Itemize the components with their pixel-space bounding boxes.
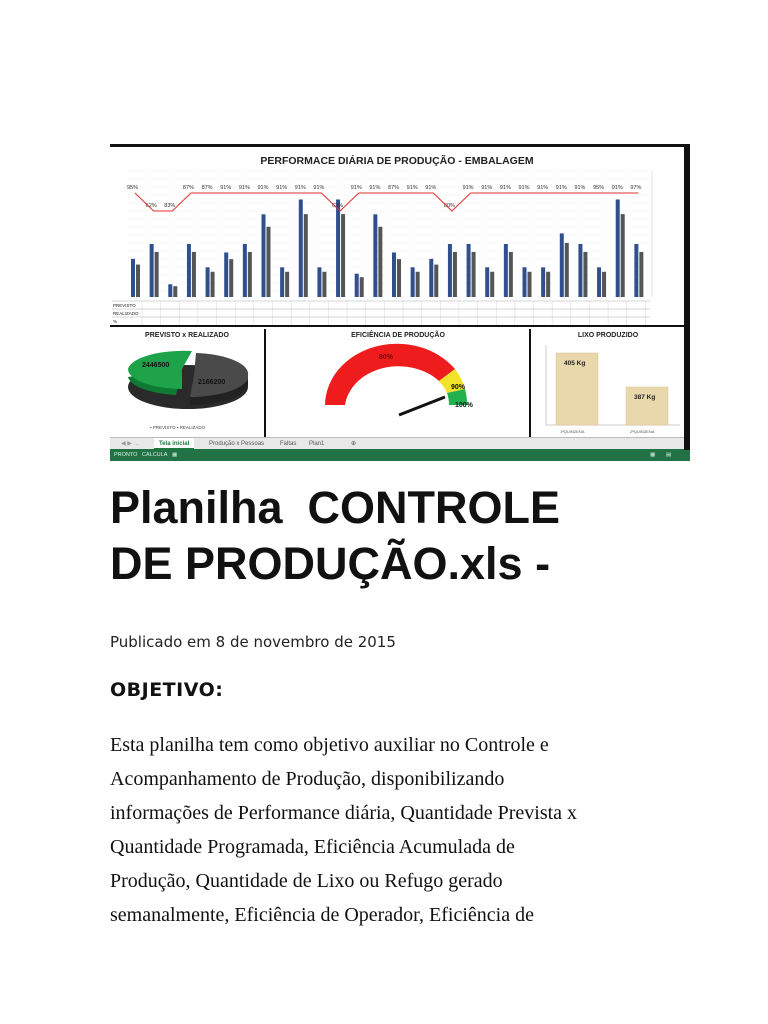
bar-previsto [634,244,638,297]
title-line-1: Planilha CONTROLE [110,482,561,533]
pct-label: 62% [145,203,157,209]
bar-realizado [229,259,233,297]
pct-label: 91% [369,185,381,191]
status-pronto: PRONTO [114,452,138,458]
pie-plot [110,329,264,437]
bar-previsto [280,267,284,297]
performance-chart [110,149,684,327]
previsto-chart-title: PREVISTO x REALIZADO [145,332,229,339]
gauge-label-80: 80% [379,354,394,361]
pct-label: 91% [481,185,493,191]
pct-label: 95% [127,185,139,191]
pct-line [135,193,638,211]
gauge-plot [267,329,529,437]
bar-previsto [523,267,527,297]
pct-label: 91% [537,185,549,191]
pct-label: 91% [406,185,418,191]
bar-realizado [546,272,550,297]
bar-previsto [336,199,340,297]
pct-label: 95% [593,185,605,191]
pct-label: 87% [182,185,194,191]
table-row-label: % [113,319,118,324]
bar-realizado [341,214,345,297]
bar-realizado [136,265,140,297]
bar-previsto [578,244,582,297]
pie-legend: ▪ PREVISTO ▪ REALIZADO [150,425,206,430]
bar-previsto [560,233,564,297]
spreadsheet-screenshot [110,144,690,461]
bar-realizado [528,272,532,297]
body-line: Acompanhamento de Produção, disponibilizando [110,768,505,790]
section-heading: OBJETIVO: [110,679,224,701]
bar-previsto [392,252,396,297]
lixo-cat-1: 1ªQUINZENA [560,429,585,434]
lixo-chart [532,329,684,437]
bar-realizado [565,243,569,297]
bar-realizado [211,272,215,297]
bar-realizado [322,272,326,297]
bar-realizado [378,227,382,297]
bar-realizado [285,272,289,297]
bar-previsto [317,267,321,297]
pct-label: 62% [332,203,344,209]
pct-label: 83% [164,203,176,209]
sheet-edge [684,144,690,450]
tab-scroll-arrows[interactable]: ◀ ▶ … [121,441,140,447]
bar-realizado [397,259,401,297]
bar-previsto [224,252,228,297]
article-body [110,728,670,932]
pct-label: 91% [555,185,567,191]
bar-realizado [472,252,476,297]
bar-previsto [504,244,508,297]
pct-label: 91% [257,185,269,191]
bar-previsto [373,214,377,297]
lixo-plot [532,329,684,437]
bar-previsto [467,244,471,297]
efi-chart-title: EFICIÊNCIA DE PRODUÇÃO [351,332,445,339]
bar-realizado [602,272,606,297]
pct-label: 91% [313,185,325,191]
bar-previsto [355,274,359,297]
tab-tela-inicial[interactable]: Tela inicial [154,438,194,450]
tab-producao-pessoas[interactable]: Produção x Pessoas [209,441,265,447]
status-bar [110,449,690,461]
pie-label-realizado: 2166200 [198,379,226,386]
bar-previsto [168,284,172,297]
bar-realizado [509,252,513,297]
pct-label: 91% [238,185,250,191]
gauge-label-100: 100% [455,402,473,409]
gauge-needle [399,397,445,415]
bar-previsto [616,199,620,297]
eficiencia-chart [267,329,531,437]
table-row-label: REALIZADO [113,311,139,316]
pct-label: 80% [443,203,455,209]
bar-previsto [150,244,154,297]
add-sheet-icon[interactable]: ⊕ [351,441,357,447]
bar-previsto [429,259,433,297]
performance-chart-title: PERFORMACE DIÁRIA DE PRODUÇÃO - EMBALAGEM [260,155,534,167]
title-line-2: DE PRODUÇÃO.xls - [110,538,551,589]
lixo-chart-title: LIXO PRODUZIDO [577,332,639,339]
bar-previsto [597,267,601,297]
macro-icon: ▦ [172,452,178,458]
bar-realizado [360,277,364,297]
bar-realizado [267,227,271,297]
page-title [110,480,710,592]
pct-label: 91% [574,185,586,191]
previsto-realizado-chart [110,329,266,437]
bar-realizado [248,252,252,297]
pct-label: 87% [201,185,213,191]
pct-label: 91% [499,185,511,191]
tab-faltas[interactable]: Faltas [280,441,297,447]
pct-label: 91% [611,185,623,191]
bar-previsto [262,214,266,297]
performance-plot [110,149,684,325]
lixo-cat-2: 2ªQUINZENA [630,429,655,434]
body-line: semanalmente, Eficiência de Operador, Eficiência de [110,904,534,926]
bar-previsto [206,267,210,297]
gauge-label-90: 90% [451,384,466,391]
bar-previsto [187,244,191,297]
view-page-icon[interactable]: ▤ [666,452,672,458]
bar-realizado [621,214,625,297]
lixo-value-2: 387 Kg [634,394,656,401]
bar-previsto [299,199,303,297]
status-calcula: CALCULA [142,452,168,458]
bar-realizado [639,252,643,297]
bar-realizado [173,286,177,297]
body-line: informações de Performance diária, Quantidade Prevista x [110,802,578,824]
body-line: Quantidade Programada, Eficiência Acumulada de [110,836,515,858]
pct-label: 91% [276,185,288,191]
tab-plan1[interactable]: Plan1 [309,441,325,447]
pct-label: 91% [425,185,437,191]
bar-previsto [448,244,452,297]
pct-label: 91% [518,185,530,191]
lixo-value-1: 405 Kg [564,360,586,367]
pct-label: 91% [220,185,232,191]
bar-realizado [583,252,587,297]
bar-realizado [192,252,196,297]
bar-realizado [490,272,494,297]
bar-previsto [485,267,489,297]
publish-date: Publicado em 8 de novembro de 2015 [110,633,396,651]
bar-previsto [541,267,545,297]
view-normal-icon[interactable]: ▦ [650,452,656,458]
bar-realizado [304,214,308,297]
bar-previsto [411,267,415,297]
bar-realizado [416,272,420,297]
table-row-label: PREVISTO [113,303,136,308]
bar-previsto [131,259,135,297]
pct-label: 91% [462,185,474,191]
bar-realizado [155,252,159,297]
pct-label: 87% [388,185,400,191]
bar-previsto [243,244,247,297]
gauge-band-red [325,344,455,405]
body-line: Esta planilha tem como objetivo auxiliar no Controle e [110,734,549,756]
lixo-bar-2 [626,387,668,425]
pie-label-previsto: 2446500 [142,362,170,369]
bar-realizado [434,265,438,297]
bar-realizado [453,252,457,297]
pct-label: 91% [350,185,362,191]
pct-label: 91% [294,185,306,191]
pct-label: 97% [630,185,642,191]
body-line: Produção, Quantidade de Lixo ou Refugo gerado [110,870,503,892]
